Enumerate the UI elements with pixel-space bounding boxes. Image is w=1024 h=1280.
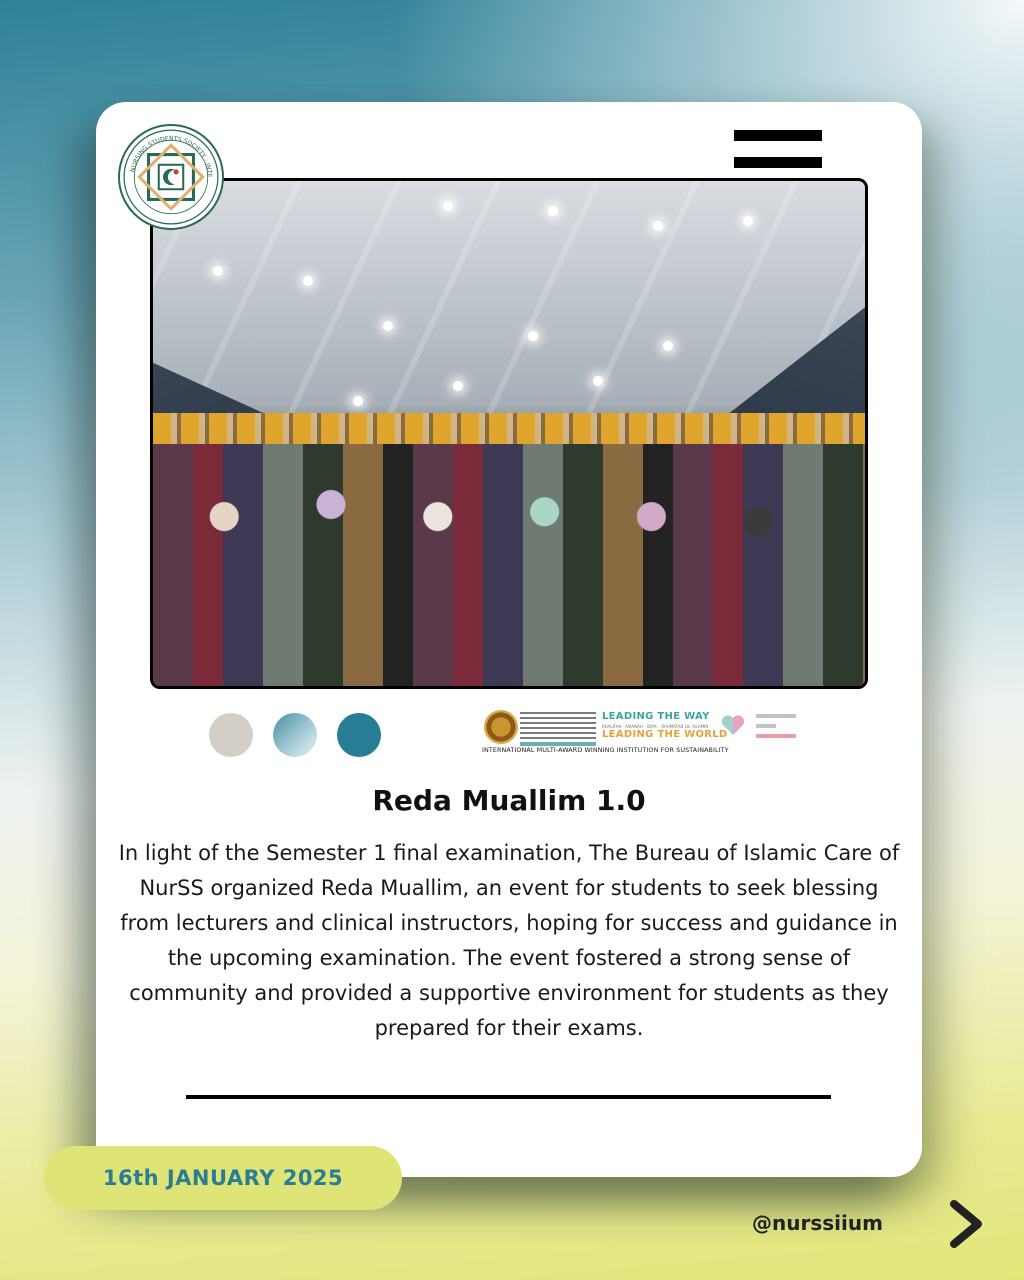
palette-dot-teal	[337, 713, 381, 757]
divider-line	[186, 1095, 831, 1099]
iium-emblem-icon	[484, 710, 518, 744]
audience-crowd	[153, 444, 865, 686]
heart-anniversary-icon	[720, 713, 746, 737]
ceiling-light	[213, 266, 223, 276]
partner-logo-mini	[756, 734, 796, 738]
partner-logos-banner	[482, 710, 800, 760]
instagram-handle[interactable]: @nurssiium	[752, 1211, 883, 1235]
post-description: In light of the Semester 1 final examination, The Bureau of Islamic Care of NurSS organized Reda Muallim, an event for students to seek blessing from lecturers and clinical instructors, hoping for success and guidance in the upcoming examination. The event fostered a strong sense of community and provided a supportive environment for students as they prepared for their exams.	[118, 841, 900, 1040]
leading-subtext: KHALIFAH · AMANAH · IQRA' · RAHMATAN LIL-'ALAMIN	[602, 724, 709, 729]
leading-the-way-text: LEADING THE WAY	[602, 711, 710, 722]
ceiling-light	[663, 341, 673, 351]
ceiling-light	[593, 376, 603, 386]
ceiling-light	[453, 381, 463, 391]
nurss-seal-logo	[118, 124, 224, 230]
institution-tagline: INTERNATIONAL MULTI-AWARD WINNING INSTITUTION FOR SUSTAINABILITY	[482, 746, 729, 754]
seal-icon	[120, 126, 222, 228]
palette-dots	[209, 713, 381, 757]
hamburger-menu-icon[interactable]	[734, 130, 822, 170]
ceiling-light	[743, 216, 753, 226]
ceiling-light	[528, 331, 538, 341]
iium-wordmark	[520, 712, 596, 742]
svg-text:NURSING STUDENTS SOCIETY · INT: NURSING STUDENTS SOCIETY · INTE	[129, 135, 213, 178]
leading-the-world-text: LEADING THE WORLD	[602, 729, 728, 740]
ceiling-light	[548, 206, 558, 216]
event-date-text: 16th JANUARY 2025	[102, 1166, 344, 1190]
partner-logo-mini	[756, 724, 776, 728]
ceiling-light	[353, 396, 363, 406]
ceiling-light	[303, 276, 313, 286]
post-title: Reda Muallim 1.0	[372, 784, 646, 817]
menu-bar	[734, 157, 822, 168]
ceiling-light	[653, 221, 663, 231]
ceiling-light	[443, 201, 453, 211]
event-group-photo	[150, 178, 868, 689]
chevron-right-icon[interactable]	[946, 1198, 986, 1250]
palette-dot-beige	[209, 713, 253, 757]
menu-bar	[734, 130, 822, 141]
palette-dot-gradient	[273, 713, 317, 757]
ceiling-light	[383, 321, 393, 331]
partner-logo-mini	[756, 714, 796, 718]
event-date-badge	[44, 1146, 402, 1210]
